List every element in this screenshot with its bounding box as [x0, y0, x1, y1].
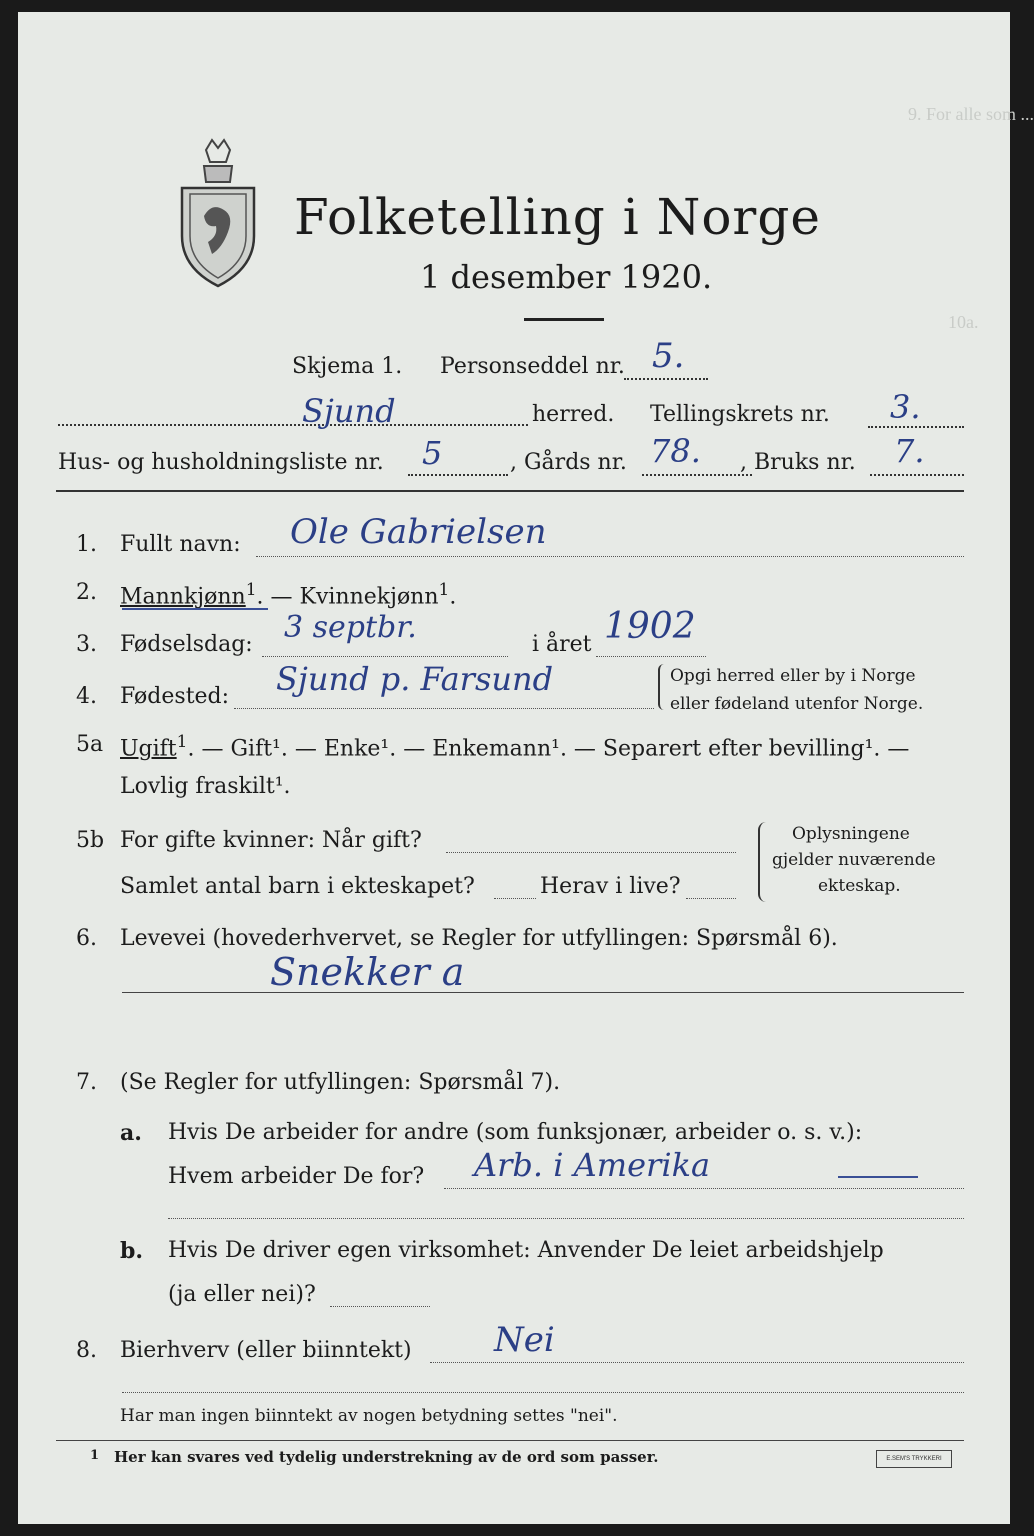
q6-label: Levevei (hovederhvervet, se Regler for utfyllingen: Spørsmål 6). — [120, 926, 838, 951]
q5a-options: Ugift$^1$. — Gift¹. — Enke¹. — Enkemann¹. — Separert efter bevilling¹. — — [120, 732, 910, 762]
q4-label: Fødested: — [120, 684, 230, 709]
q1-number: 1. — [76, 532, 97, 557]
q2-options: Mannkjønn$^1$. — Kvinnekjønn$^1$. — [120, 580, 457, 610]
q4-note-1: Opgi herred eller by i Norge — [670, 666, 916, 686]
q2-number: 2. — [76, 580, 97, 605]
q5a-ugift: Ugift — [120, 736, 177, 762]
q8-value: Nei — [494, 1320, 555, 1360]
q7-number: 7. — [76, 1070, 97, 1095]
tellingskrets-label: Tellingskrets nr. — [650, 402, 830, 427]
q1-value: Ole Gabrielsen — [290, 512, 547, 552]
q8-label: Bierhverv (eller biinntekt) — [120, 1338, 412, 1363]
q3-value: 3 septbr. — [284, 610, 417, 645]
q5b-note-1: Oplysningene — [792, 824, 910, 844]
q6-number: 6. — [76, 926, 97, 951]
hus-line — [408, 474, 508, 476]
q7a-line1: Hvis De arbeider for andre (som funksjonær, arbeider o. s. v.): — [168, 1120, 863, 1145]
q7a-dash-mark — [838, 1176, 918, 1178]
hus-label: Hus- og husholdningsliste nr. — [58, 450, 384, 475]
q4-note-2: eller fødeland utenfor Norge. — [670, 694, 924, 714]
personseddel-value: 5. — [652, 336, 685, 376]
q3-year-label: i året — [532, 632, 592, 657]
q2-male: Mannkjønn — [120, 584, 246, 610]
gards-label: , Gårds nr. — [510, 450, 627, 475]
q4-brace — [658, 664, 668, 710]
q1-label: Fullt navn: — [120, 532, 241, 557]
q6-line — [122, 992, 964, 993]
schema-label: Skjema 1. — [292, 354, 403, 379]
q5b-line2a: Samlet antal barn i ekteskapet? — [120, 874, 475, 899]
q4-number: 4. — [76, 684, 97, 709]
q6-value: Snekker a — [270, 950, 465, 994]
q3-line — [262, 656, 508, 657]
bruks-line — [870, 474, 964, 476]
tellingskrets-value: 3. — [890, 388, 921, 426]
personseddel-line — [624, 378, 708, 380]
footnote-text: Her kan svares ved tydelig understrekning av de ord som passer. — [114, 1448, 659, 1466]
q5b-note-2: gjelder nuværende — [772, 850, 936, 870]
bleed-through: 10a. — [948, 312, 979, 332]
herred-line — [58, 424, 528, 426]
bruks-label: , Bruks nr. — [740, 450, 856, 475]
herred-value: Sjund — [302, 392, 396, 430]
q7a-line — [444, 1188, 964, 1189]
q3-label: Fødselsdag: — [120, 632, 253, 657]
q7a-value: Arb. i Amerika — [474, 1146, 711, 1184]
form-date: 1 desember 1920. — [420, 258, 713, 296]
q3-year-line — [596, 656, 706, 657]
q7b-letter: b. — [120, 1238, 144, 1264]
q5b-married-line — [446, 852, 736, 853]
q5b-alive-line — [686, 898, 736, 899]
q5b-children-line — [494, 898, 536, 899]
census-form — [18, 12, 1034, 1524]
hus-value: 5 — [422, 434, 443, 472]
q7b-line2: (ja eller nei)? — [168, 1282, 316, 1307]
q2-underline-mark — [122, 608, 268, 610]
printer-stamp: E.SEM'S TRYKKERI — [876, 1450, 952, 1468]
q4-line — [234, 708, 654, 709]
footnote-number: 1 — [90, 1448, 100, 1463]
q3-year-value: 1902 — [604, 606, 696, 647]
q7-label: (Se Regler for utfyllingen: Spørsmål 7). — [120, 1070, 561, 1095]
q8-line — [430, 1362, 964, 1363]
bruks-value: 7. — [894, 432, 925, 470]
q7b-line1: Hvis De driver egen virksomhet: Anvender De leiet arbeidshjelp — [168, 1238, 884, 1263]
q2-female: Kvinnekjønn — [299, 584, 439, 610]
q5b-line2b: Herav i live? — [540, 874, 681, 899]
personseddel-label: Personseddel nr. — [440, 354, 625, 379]
form-title: Folketelling i Norge — [294, 188, 821, 246]
tellingskrets-line — [868, 426, 964, 428]
q7a-extra-line — [168, 1218, 964, 1219]
q5b-brace — [758, 822, 768, 902]
q7a-letter: a. — [120, 1120, 142, 1146]
q5b-line1: For gifte kvinner: Når gift? — [120, 828, 422, 853]
gards-line — [642, 474, 752, 476]
q7b-line — [330, 1306, 430, 1307]
q5a-line2: Lovlig fraskilt¹. — [120, 774, 291, 799]
coat-of-arms-emblem — [176, 136, 260, 288]
q8-extra-line — [122, 1392, 964, 1393]
title-divider — [524, 318, 604, 321]
gards-value: 78. — [650, 432, 701, 470]
q5b-number: 5b — [76, 828, 105, 853]
bleed-through: 9. For alle som ... — [908, 104, 1034, 124]
q7a-line2: Hvem arbeider De for? — [168, 1164, 425, 1189]
q5b-note-3: ekteskap. — [818, 876, 901, 896]
bottom-note: Har man ingen biinntekt av nogen betydning settes "nei". — [120, 1406, 618, 1426]
header-rule — [56, 490, 964, 492]
herred-label: herred. — [532, 402, 615, 427]
q4-value: Sjund p. Farsund — [276, 660, 554, 698]
q1-line — [256, 556, 964, 557]
q5a-number: 5a — [76, 732, 104, 757]
q3-number: 3. — [76, 632, 97, 657]
q8-number: 8. — [76, 1338, 97, 1363]
footnote-rule — [56, 1440, 964, 1441]
